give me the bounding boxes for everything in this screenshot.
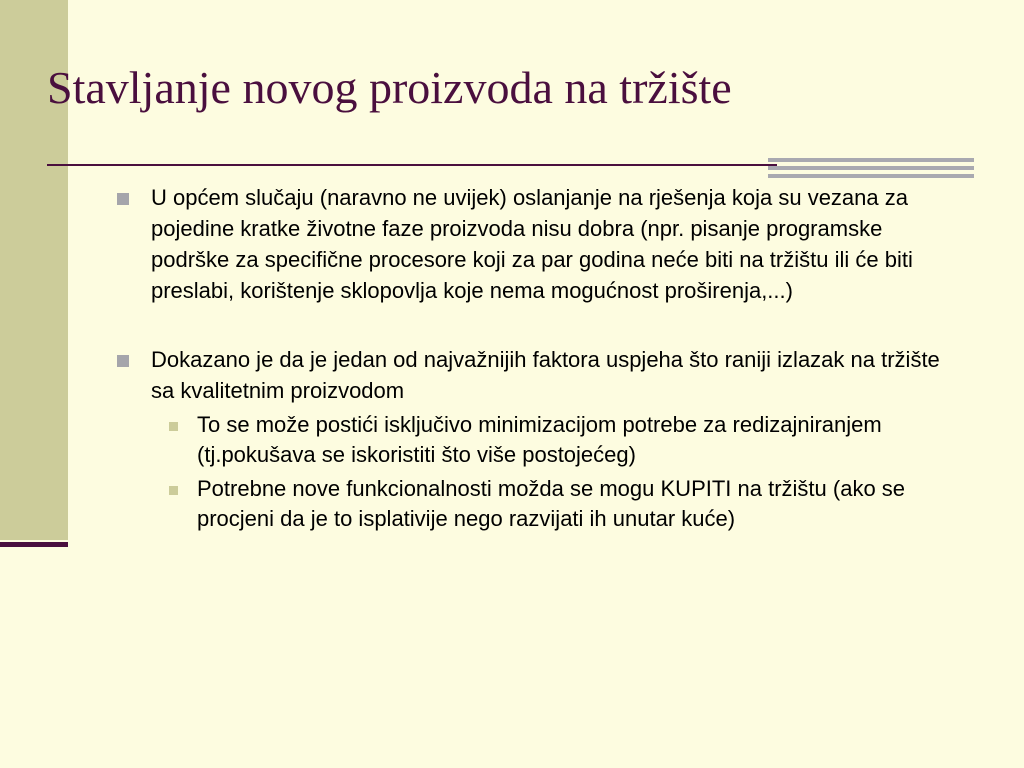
sub-bullet-text: Potrebne nove funkcionalnosti možda se mogu KUPITI na tržištu (ako se procjeni da je to isplativije nego razvijati ih unutar kuće) xyxy=(197,476,906,531)
decorative-stripe xyxy=(768,158,974,162)
sub-bullet-item xyxy=(114,474,964,534)
bullet-text: Dokazano je da je jedan od najvažnijih faktora uspjeha što raniji izlazak na tržište sa kvalitetnim proizvodom xyxy=(151,347,940,403)
bullet-item xyxy=(114,182,964,306)
sub-bullet-item xyxy=(114,410,964,470)
bullet-text: U općem slučaju (naravno ne uvijek) oslanjanje na rješenja koja su vezana za pojedine kratke životne faze proizvoda nisu dobra (npr. pisanje programske podrške za specifične procesore koji za par godina neće biti na tržištu ili će biti preslabi, korištenje sklopovlja koje nema mogućnost proširenja,...) xyxy=(151,185,913,303)
square-subbullet-icon xyxy=(169,422,178,431)
decorative-stripe xyxy=(768,174,974,178)
square-bullet-icon xyxy=(117,355,129,367)
decorative-stripe xyxy=(768,166,974,170)
left-accent-bar xyxy=(0,542,68,547)
square-bullet-icon xyxy=(117,193,129,205)
bullet-item xyxy=(114,344,964,406)
slide-body xyxy=(114,182,964,534)
title-underline xyxy=(47,164,777,166)
sub-bullet-text: To se može postići isključivo minimizacijom potrebe za redizajniranjem (tj.pokušava se iskoristiti što više postojećeg) xyxy=(197,412,882,467)
square-subbullet-icon xyxy=(169,486,178,495)
slide-title: Stavljanje novog proizvoda na tržište xyxy=(47,62,732,113)
